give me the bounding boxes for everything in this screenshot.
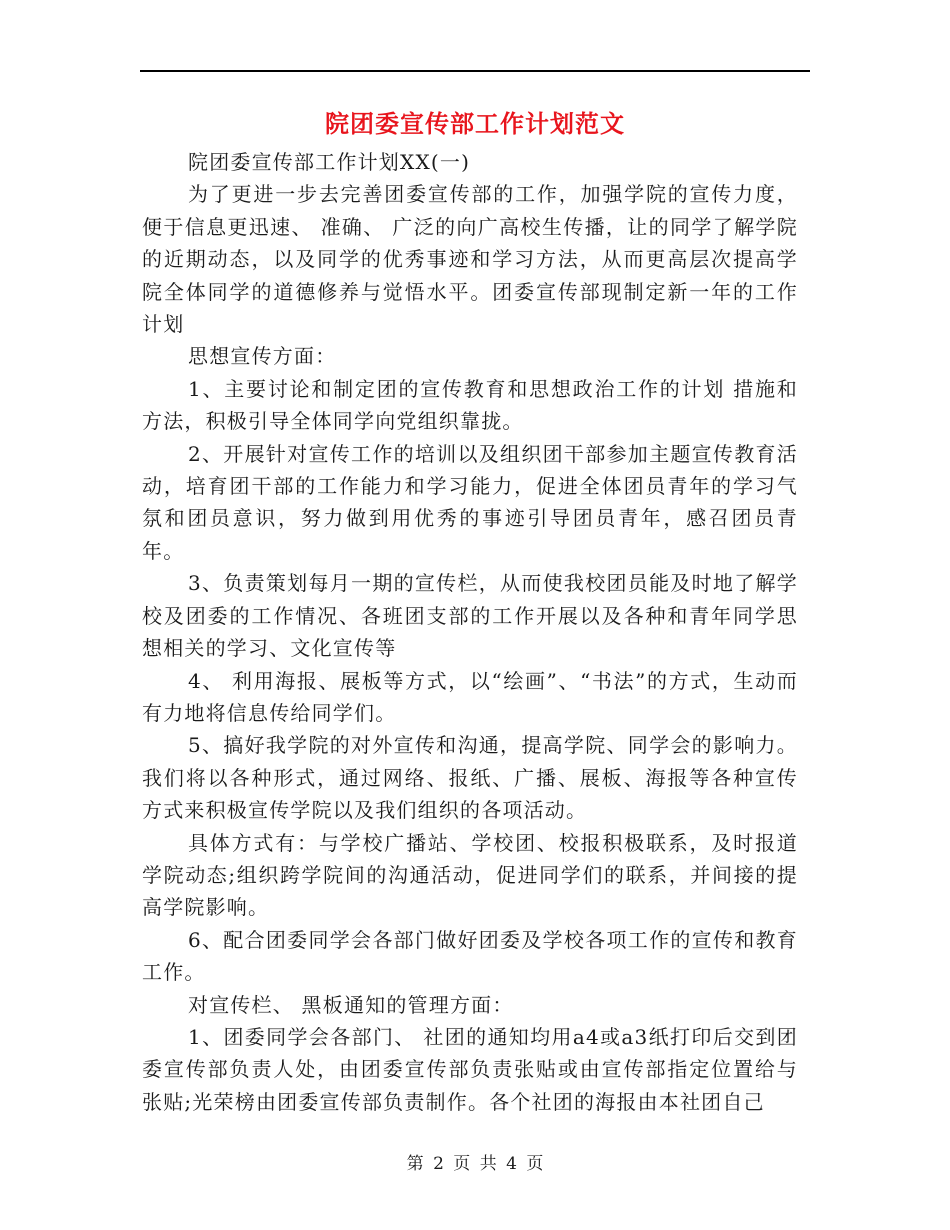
document-body	[142, 146, 798, 1118]
page-number-footer: 第 2 页 共 4 页	[406, 1154, 544, 1174]
paragraph: 对宣传栏、 黑板通知的管理方面：	[188, 992, 514, 1017]
header-rule	[140, 70, 810, 72]
document-title: 院团委宣传部工作计划范文	[325, 109, 625, 138]
paragraph: 1、主要讨论和制定团的宣传教育和思想政治工作的计划 措施和方法，积极引导全体同学向党组织靠拢。	[142, 376, 798, 434]
paragraph: 为了更进一步去完善团委宣传部的工作，加强学院的宣传力度，便于信息更迅速、 准确、 广泛的向广高校生传播，让的同学了解学院的近期动态，以及同学的优秀事迹和学习方法，从而更高层次提高学院全体同学的道德修养与觉悟水平。团委宣传部现制定新一年的工作计划	[142, 182, 798, 337]
paragraph: 3、负责策划每月一期的宣传栏，从而使我校团员能及时地了解学校及团委的工作情况、各班团支部的工作开展以及各种和青年同学思想相关的学习、文化宣传等	[142, 571, 798, 661]
paragraph: 具体方式有：与学校广播站、学校团、校报积极联系，及时报道学院动态;组织跨学院间的沟通活动，促进同学们的联系，并间接的提高学院影响。	[142, 830, 798, 920]
paragraph: 思想宣传方面：	[188, 344, 337, 369]
paragraph: 2、开展针对宣传工作的培训以及组织团干部参加主题宣传教育活动，培育团干部的工作能力和学习能力，促进全体团员青年的学习气氛和团员意识，努力做到用优秀的事迹引导团员青年，感召团员青年。	[142, 441, 798, 563]
paragraph: 院团委宣传部工作计划XX(一)	[188, 150, 471, 174]
paragraph: 5、搞好我学院的对外宣传和沟通，提高学院、同学会的影响力。我们将以各种形式，通过网络、报纸、广播、展板、海报等各种宣传方式来积极宣传学院以及我们组织的各项活动。	[142, 733, 798, 823]
paragraph: 6、配合团委同学会各部门做好团委及学校各项工作的宣传和教育工作。	[142, 927, 798, 985]
paragraph: 1、团委同学会各部门、 社团的通知均用a4或a3纸打印后交到团委宣传部负责人处，由团委宣传部负责张贴或由宣传部指定位置给与张贴;光荣榜由团委宣传部负责制作。各个社团的海报由本社团自己	[142, 1024, 798, 1114]
paragraph: 4、 利用海报、展板等方式，以“绘画”、“书法”的方式，生动而有力地将信息传给同学们。	[142, 668, 798, 725]
